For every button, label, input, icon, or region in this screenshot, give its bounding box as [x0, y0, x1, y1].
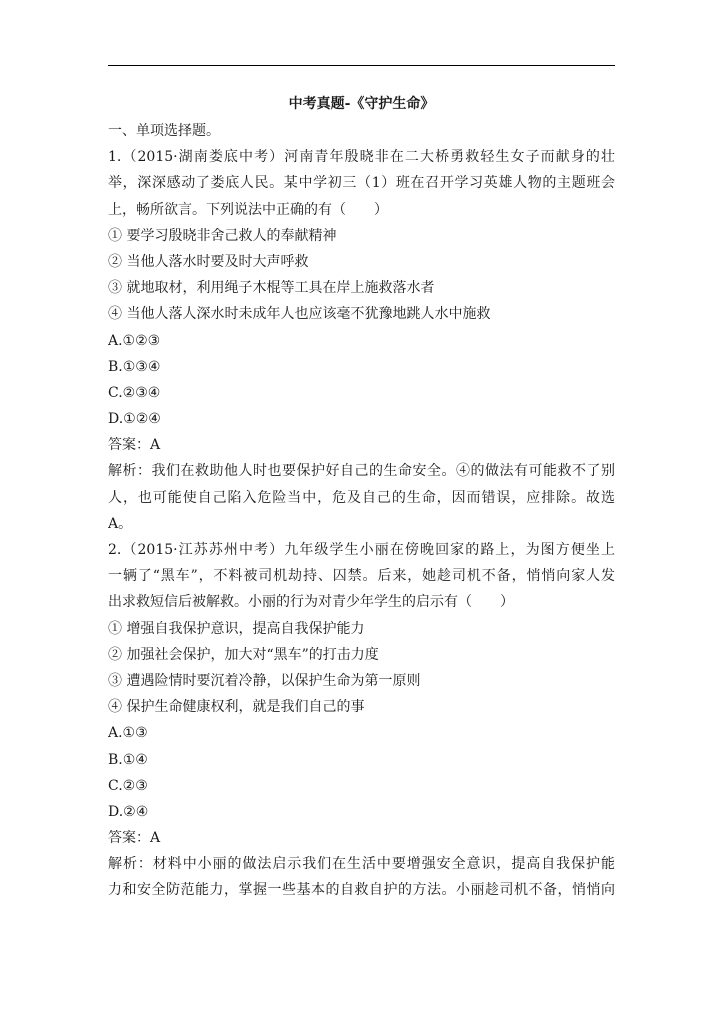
question-2-analysis-line: 解析：材料中小丽的做法启示我们在生活中要增强安全意识，提高自我保护能 [108, 856, 615, 873]
section-heading: 一、单项选择题。 [108, 123, 220, 139]
question-2-option-d: D.②④ [108, 803, 149, 820]
question-1-stem-line: 举，深深感动了娄底人民。某中学初三（1）班在召开学习英雄人物的主题班会 [108, 175, 615, 192]
question-2-stem-line: 出求救短信后被解救。小丽的行为对青少年学生的启示有（ ） [108, 594, 514, 611]
page-title: 中考真题-《守护生命》 [288, 96, 435, 112]
question-2-stem-line: 2.（2015·江苏苏州中考）九年级学生小丽在傍晚回家的路上，为图方便坐上 [108, 542, 615, 558]
question-1-option-d: D.①②④ [108, 411, 161, 428]
question-1-option-b: B.①③④ [108, 358, 161, 375]
question-2-option-b: B.①④ [108, 751, 148, 768]
question-2-answer: 答案：A [108, 830, 161, 847]
question-1-answer: 答案：A [108, 437, 161, 454]
document-body [108, 118, 615, 904]
question-1-analysis-line: 解析：我们在救助他人时也要保护好自己的生命安全。④的做法有可能救不了别 [108, 463, 615, 480]
question-1-statement: ③ 就地取材，利用绳子木棍等工具在岸上施救落水者 [108, 280, 435, 297]
question-2-statement: ① 增强自我保护意识，提高自我保护能力 [108, 620, 365, 637]
question-2-analysis-line: 力和安全防范能力，掌握一些基本的自救自护的方法。小丽趁司机不备，悄悄向 [108, 882, 615, 899]
question-1-statement: ② 当他人落水时要及时大声呼救 [108, 253, 309, 270]
question-1-stem-line: 上，畅所欲言。下列说法中正确的有（ ） [108, 201, 388, 218]
question-2-statement: ② 加强社会保护，加大对“黑车”的打击力度 [108, 646, 379, 663]
question-2-statement: ④ 保护生命健康权利，就是我们自己的事 [108, 699, 365, 716]
question-2-option-a: A.①③ [108, 725, 148, 742]
header-rule [108, 65, 615, 66]
question-1-statement: ① 要学习殷晓非舍己救人的奉献精神 [108, 227, 337, 244]
question-2-stem-line: 一辆了“黑车”，不料被司机劫持、囚禁。后来，她趁司机不备，悄悄向家人发 [108, 568, 615, 585]
question-2-statement: ③ 遭遇险情时要沉着冷静，以保护生命为第一原则 [108, 672, 421, 689]
question-1-statement: ④ 当他人落人深水时未成年人也应该毫不犹豫地跳人水中施救 [108, 306, 491, 323]
question-1-analysis-line: A。 [108, 515, 133, 532]
question-1-analysis-line: 人，也可能使自己陷入危险当中，危及自己的生命，因而错误，应排除。故选 [108, 489, 615, 506]
question-1-option-a: A.①②③ [108, 332, 161, 349]
question-1-option-c: C.②③④ [108, 384, 161, 401]
question-2-option-c: C.②③ [108, 777, 148, 794]
question-1-stem-line: 1.（2015·湖南娄底中考）河南青年殷晓非在二大桥勇救轻生女子而献身的壮 [108, 149, 615, 166]
